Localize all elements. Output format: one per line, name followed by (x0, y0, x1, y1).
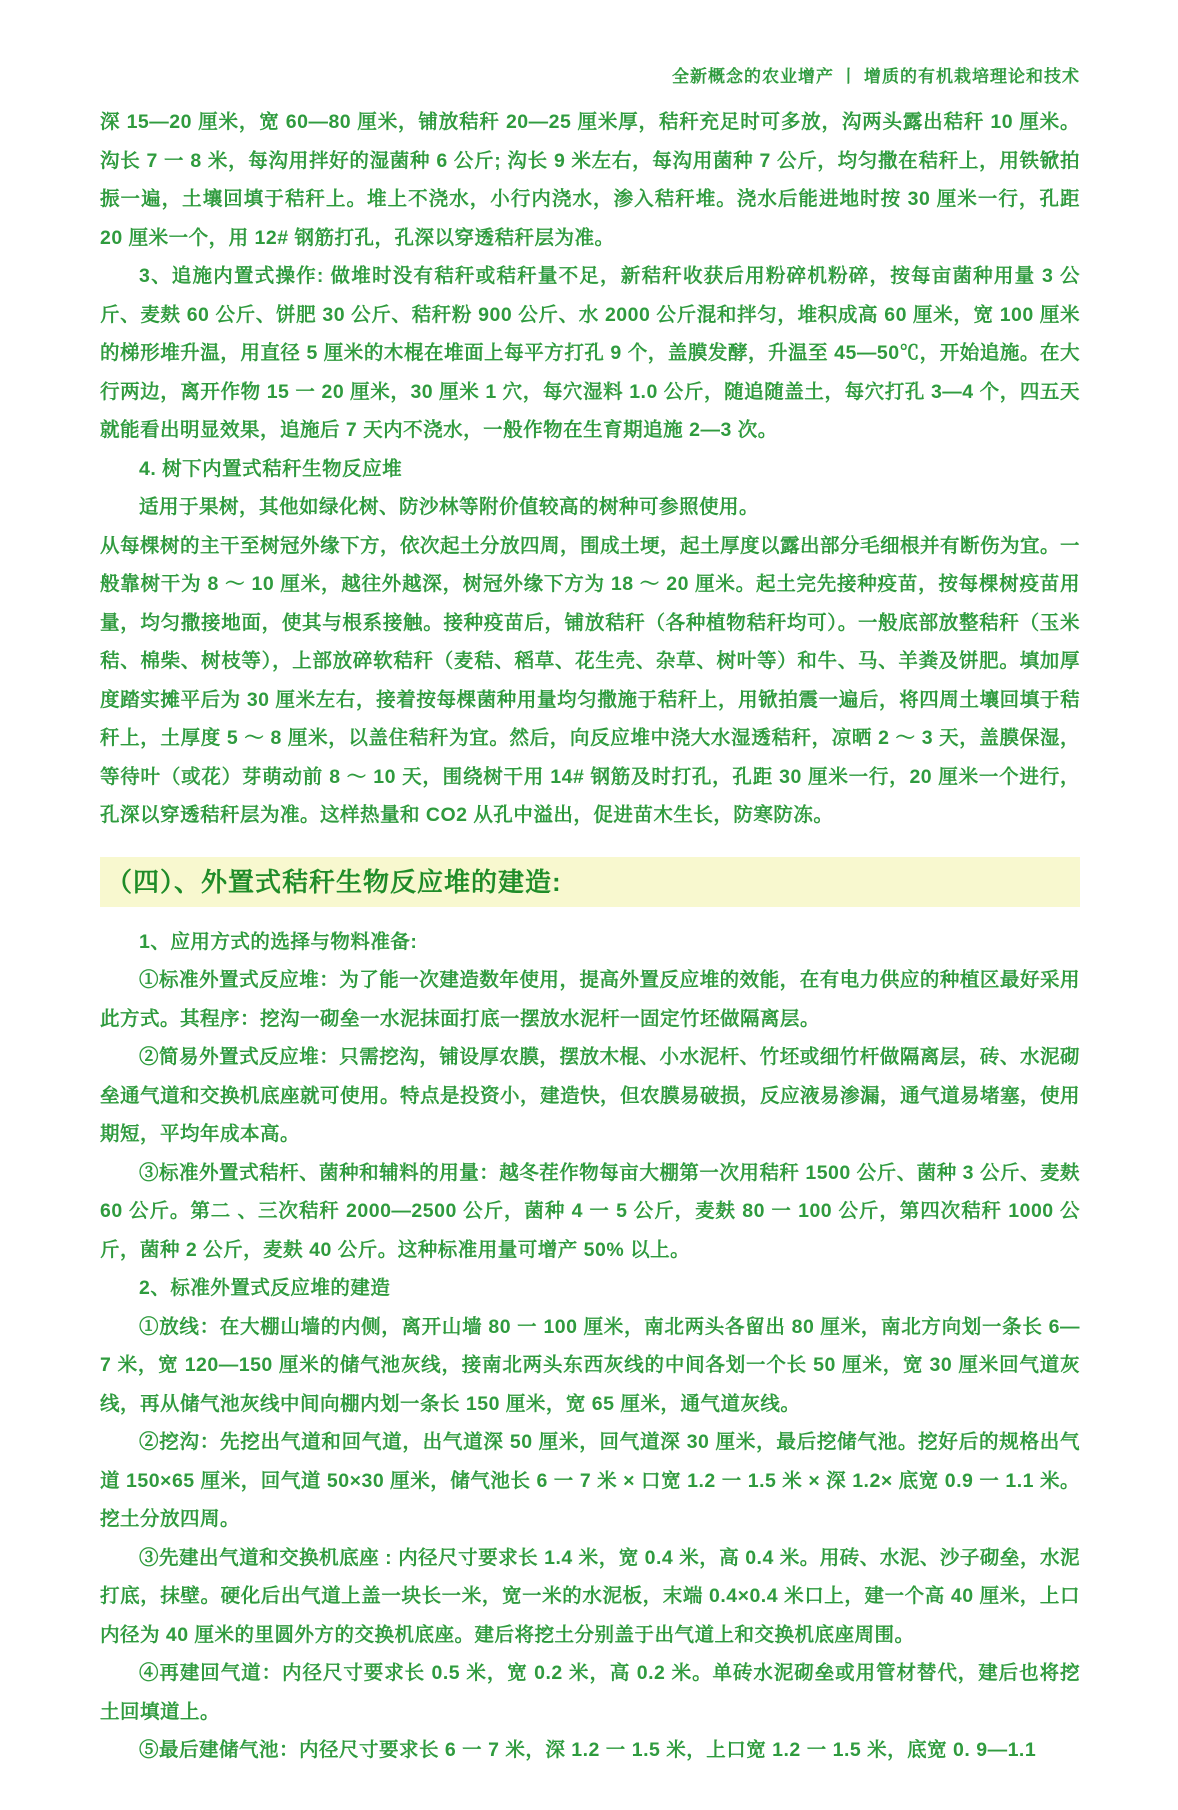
body-paragraph: ②简易外置式反应堆：只需挖沟，铺设厚农膜，摆放木棍、小水泥杆、竹坯或细竹杆做隔离层，砖、水泥砌垒通气道和交换机底座就可使用。特点是投资小，建造快，但农膜易破损，反应液易渗漏，通气道易堵塞，使用期短，平均年成本高。 (100, 1046, 1081, 1145)
body-paragraph: 3、追施内置式操作: 做堆时没有秸秆或秸秆量不足，新秸秆收获后用粉碎机粉碎，按每亩菌种用量 3 公斤、麦麸 60 公斤、饼肥 30 公斤、秸秆粉 900 公斤、水 2000 公斤混和拌匀，堆积成高 60 厘米，宽 100 厘米的梯形堆升温，用直径 5 厘米的木棍在堆面上每平方打孔 9 个，盖膜发酵，升温至 45—50℃，开始追施。在大行两边，离开作物 15 一 20 厘米，30 厘米 1 穴，每穴湿料 1.0 公斤，随追随盖土，每穴打孔 3—4 个，四五天就能看出明显效果，追施后 7 天内不浇水，一般作物在生育期追施 2—3 次。 (100, 265, 1080, 441)
document-body (0, 87, 1178, 1810)
running-header-right: 增质的有机栽培理论和技术 (864, 67, 1080, 86)
body-paragraph: 适用于果树，其他如绿化树、防沙林等附价值较高的树种可参照使用。 (139, 496, 760, 518)
subsection-title: 1、应用方式的选择与物料准备: (139, 930, 418, 953)
body-paragraph: ③标准外置式秸杆、菌种和辅料的用量：越冬茬作物每亩大棚第一次用秸秆 1500 公斤、菌种 3 公斤、麦麸 60 公斤。第二 、三次秸秆 2000—2500 公斤，菌种 4 一 5 公斤，麦麸 80 一 100 公斤，第四次秸秆 1000 公斤，菌种 2 公斤，麦麸 40 公斤。这种标准用量可增产 50% 以上。 (100, 1161, 1080, 1261)
running-header-left: 全新概念的农业增产 (672, 67, 834, 86)
body-paragraph: ⑤最后建储气池：内径尺寸要求长 6 一 7 米，深 1.2 一 1.5 米，上口宽 1.2 一 1.5 米，底宽 0. 9—1.1 (139, 1739, 1037, 1761)
body-paragraph: ③先建出气道和交换机底座 : 内径尺寸要求长 1.4 米，宽 0.4 米，高 0.4 米。用砖、水泥、沙子砌垒，水泥打底，抹壁。硬化后出气道上盖一块长一米，宽一米的水泥板，末端 0.4×0.4 米口上，建一个高 40 厘米，上口内径为 40 厘米的里圆外方的交换机底座。建后将挖土分别盖于出气道上和交换机底座周围。 (100, 1546, 1080, 1646)
header-divider: 丨 (840, 67, 858, 86)
section-heading: （四）、外置式秸秆生物反应堆的建造: (100, 857, 1080, 907)
body-paragraph: ②挖沟：先挖出气道和回气道，出气道深 50 厘米，回气道深 30 厘米，最后挖储气池。挖好后的规格出气道 150×65 厘米，回气道 50×30 厘米，储气池长 6 一 7 米 × 口宽 1.2 一 1.5 米 × 深 1.2× 底宽 0.9 一 1.1 米。挖土分放四周。 (100, 1431, 1080, 1530)
running-header (0, 0, 1178, 87)
subsection-title: 2、标准外置式反应堆的建造 (139, 1277, 391, 1299)
subsection-title: 4. 树下内置式秸秆生物反应堆 (139, 457, 403, 480)
body-paragraph: ①放线：在大棚山墙的内侧，离开山墙 80 一 100 厘米，南北两头各留出 80 厘米，南北方向划一条长 6—7 米，宽 120—150 厘米的储气池灰线，接南北两头东西灰线的中间各划一个长 50 厘米，宽 30 厘米回气道灰线，再从储气池灰线中间向棚内划一条长 150 厘米，宽 65 厘米，通气道灰线。 (100, 1315, 1080, 1415)
body-paragraph: 从每棵树的主干至树冠外缘下方，依次起土分放四周，围成土埂，起土厚度以露出部分毛细根并有断伤为宜。一般靠树干为 8 ～ 10 厘米，越往外越深，树冠外缘下方为 18 ～ 20 厘米。起土完先接种疫苗，按每棵树疫苗用量，均匀撒接地面，使其与根系接触。接种疫苗后，铺放秸秆（各种植物秸秆均可）。一般底部放整秸秆（玉米秸、棉柴、树枝等），上部放碎软秸秆（麦秸、稻草、花生壳、杂草、树叶等）和牛、马、羊粪及饼肥。填加厚度踏实摊平后为 30 厘米左右，接着按每棵菌种用量均匀撒施于秸秆上，用锨拍震一遍后，将四周土壤回填于秸秆上，土厚度 5 ～ 8 厘米，以盖住秸秆为宜。然后，向反应堆中浇大水湿透秸秆，凉晒 2 ～ 3 天，盖膜保湿，等待叶（或花）芽萌动前 8 ～ 10 天，围绕树干用 14# 钢筋及时打孔，孔距 30 厘米一行，20 厘米一个进行，孔深以穿透秸秆层为准。这样热量和 CO2 从孔中溢出，促进苗木生长，防寒防冻。 (100, 534, 1081, 826)
body-paragraph: ①标准外置式反应堆：为了能一次建造数年使用，提高外置反应堆的效能，在有电力供应的种植区最好采用此方式。其程序：挖沟一砌垒一水泥抹面打底一摆放水泥杆一固定竹坯做隔离层。 (100, 969, 1080, 1030)
body-paragraph: ④再建回气道：内径尺寸要求长 0.5 米，宽 0.2 米，高 0.2 米。单砖水泥砌垒或用管材替代，建后也将挖土回填道上。 (100, 1662, 1080, 1723)
body-paragraph: 深 15—20 厘米，宽 60—80 厘米，铺放秸秆 20—25 厘米厚，秸秆充足时可多放，沟两头露出秸秆 10 厘米。沟长 7 一 8 米，每沟用拌好的湿菌种 6 公斤; 沟长 9 米左右，每沟用菌种 7 公斤，均匀撒在秸秆上，用铁锨拍振一遍，土壤回填于秸秆上。堆上不浇水，小行内浇水，渗入秸秆堆。浇水后能进地时按 30 厘米一行，孔距 20 厘米一个，用 12# 钢筋打孔，孔深以穿透秸秆层为准。 (100, 111, 1080, 249)
